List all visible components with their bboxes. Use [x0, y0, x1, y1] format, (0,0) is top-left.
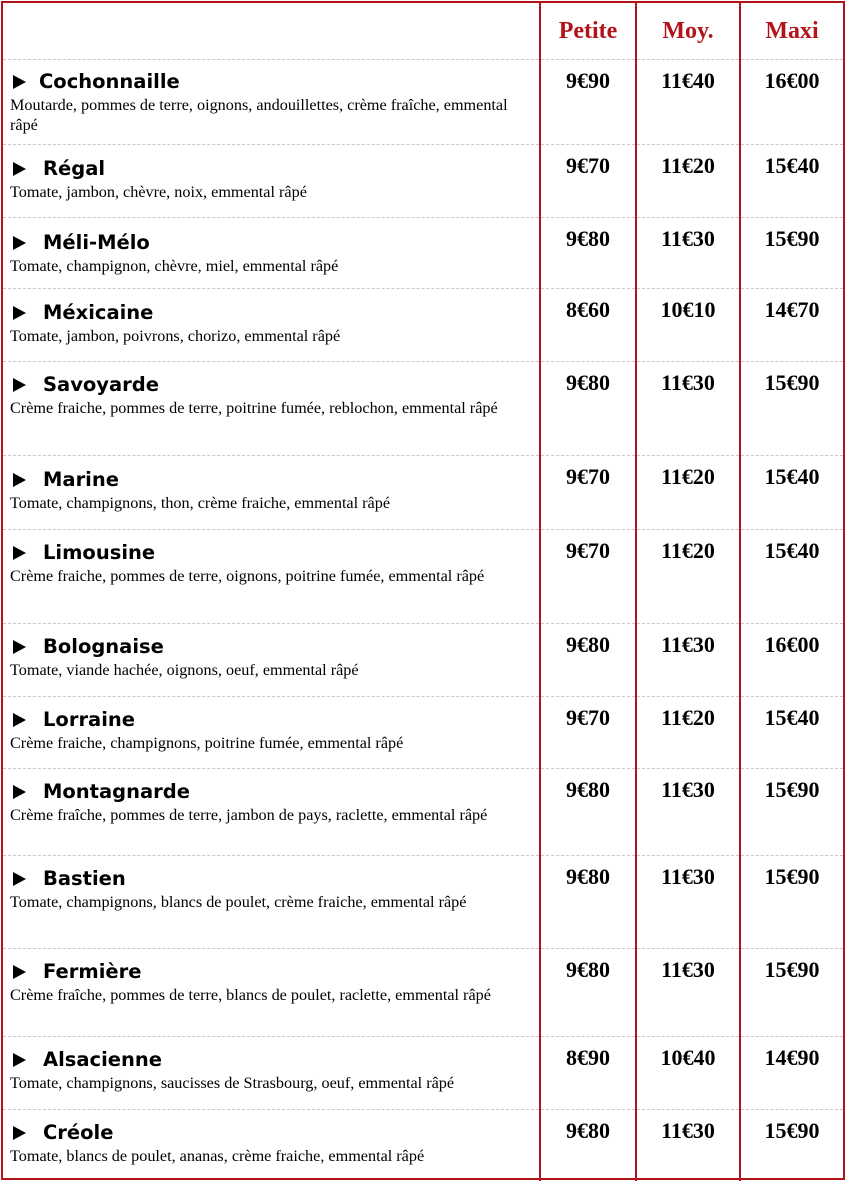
pizza-name: Marine	[43, 468, 119, 491]
pizza-name: Fermière	[43, 960, 142, 983]
pizza-row	[3, 856, 843, 949]
pizza-name-cell	[3, 697, 540, 769]
pizza-name: Lorraine	[43, 708, 136, 731]
pizza-row	[3, 362, 843, 456]
pizza-row	[3, 289, 843, 362]
pizza-row	[3, 60, 843, 145]
price-large: 16€00	[740, 624, 843, 697]
pizza-title	[10, 1048, 535, 1072]
pizza-row	[3, 949, 843, 1037]
price-large: 15€90	[740, 1110, 843, 1181]
pizza-name: Méxicaine	[43, 301, 154, 324]
price-large: 15€90	[740, 949, 843, 1037]
pizza-name: Régal	[43, 157, 106, 180]
pizza-row	[3, 769, 843, 856]
price-table	[3, 3, 843, 1181]
pizza-name-cell	[3, 145, 540, 218]
pizza-row	[3, 456, 843, 530]
play-arrow-icon	[13, 872, 26, 886]
pizza-ingredients: Tomate, jambon, chèvre, noix, emmental râpé	[10, 183, 307, 201]
price-medium: 11€40	[636, 60, 740, 145]
pizza-name-cell	[3, 530, 540, 624]
pizza-name: Cochonnaille	[39, 70, 180, 93]
pizza-title	[10, 867, 535, 891]
pizza-name-cell	[3, 1037, 540, 1110]
price-large: 15€90	[740, 856, 843, 949]
header-medium: Moy.	[636, 3, 740, 60]
price-medium: 11€30	[636, 218, 740, 289]
price-large: 15€40	[740, 145, 843, 218]
play-arrow-icon	[13, 162, 26, 176]
pizza-ingredients: Tomate, champignon, chèvre, miel, emmental râpé	[10, 257, 339, 275]
pizza-name: Créole	[43, 1121, 114, 1144]
play-arrow-icon	[13, 236, 26, 250]
pizza-title	[10, 157, 535, 181]
pizza-name: Savoyarde	[43, 373, 159, 396]
price-medium: 11€30	[636, 769, 740, 856]
price-small: 9€80	[540, 218, 636, 289]
price-medium: 11€20	[636, 456, 740, 530]
pizza-name-cell	[3, 289, 540, 362]
pizza-title	[10, 373, 535, 397]
pizza-row	[3, 218, 843, 289]
header-row	[3, 3, 843, 60]
price-large: 14€90	[740, 1037, 843, 1110]
price-small: 9€70	[540, 530, 636, 624]
pizza-name: Bolognaise	[43, 635, 164, 658]
pizza-name-cell	[3, 769, 540, 856]
pizza-title	[10, 1121, 535, 1145]
price-large: 16€00	[740, 60, 843, 145]
play-arrow-icon	[13, 306, 26, 320]
pizza-ingredients: Crème fraiche, champignons, poitrine fumée, emmental râpé	[10, 734, 404, 752]
price-medium: 11€30	[636, 624, 740, 697]
price-small: 9€80	[540, 949, 636, 1037]
price-large: 15€40	[740, 697, 843, 769]
play-arrow-icon	[13, 546, 26, 560]
price-small: 9€70	[540, 456, 636, 530]
play-arrow-icon	[13, 1126, 26, 1140]
pizza-ingredients: Tomate, champignons, thon, crème fraiche, emmental râpé	[10, 494, 391, 512]
pizza-ingredients: Tomate, champignons, blancs de poulet, crème fraiche, emmental râpé	[10, 893, 467, 911]
play-arrow-icon	[13, 640, 26, 654]
pizza-name-cell	[3, 362, 540, 456]
play-arrow-icon	[13, 1053, 26, 1067]
price-medium: 11€20	[636, 145, 740, 218]
pizza-ingredients: Crème fraîche, pommes de terre, blancs de poulet, raclette, emmental râpé	[10, 986, 491, 1004]
price-medium: 11€20	[636, 530, 740, 624]
price-small: 8€60	[540, 289, 636, 362]
price-large: 15€90	[740, 362, 843, 456]
price-small: 9€80	[540, 769, 636, 856]
play-arrow-icon	[13, 965, 26, 979]
header-blank-cell	[3, 3, 540, 60]
pizza-name: Bastien	[43, 867, 126, 890]
price-small: 9€80	[540, 856, 636, 949]
pizza-row	[3, 530, 843, 624]
play-arrow-icon	[13, 713, 26, 727]
price-medium: 11€30	[636, 856, 740, 949]
price-large: 15€90	[740, 769, 843, 856]
pizza-ingredients: Crème fraiche, pommes de terre, oignons, poitrine fumée, emmental râpé	[10, 567, 485, 585]
price-medium: 11€20	[636, 697, 740, 769]
price-large: 14€70	[740, 289, 843, 362]
pizza-ingredients: Tomate, viande hachée, oignons, oeuf, emmental râpé	[10, 661, 359, 679]
header-small: Petite	[540, 3, 636, 60]
pizza-name-cell	[3, 218, 540, 289]
price-small: 9€70	[540, 697, 636, 769]
price-small: 9€70	[540, 145, 636, 218]
price-large: 15€90	[740, 218, 843, 289]
pizza-title	[10, 960, 535, 984]
pizza-title	[10, 70, 535, 94]
pizza-name: Alsacienne	[43, 1048, 162, 1071]
price-medium: 10€10	[636, 289, 740, 362]
pizza-name-cell	[3, 949, 540, 1037]
pizza-name: Méli-Mélo	[43, 231, 150, 254]
price-medium: 11€30	[636, 949, 740, 1037]
pizza-title	[10, 301, 535, 325]
pizza-ingredients: Crème fraiche, pommes de terre, poitrine fumée, reblochon, emmental râpé	[10, 399, 498, 417]
price-medium: 11€30	[636, 362, 740, 456]
pizza-title	[10, 541, 535, 565]
price-table-frame	[1, 1, 845, 1180]
price-small: 9€80	[540, 624, 636, 697]
play-arrow-icon	[13, 785, 26, 799]
header-large: Maxi	[740, 3, 843, 60]
price-large: 15€40	[740, 530, 843, 624]
price-small: 9€80	[540, 1110, 636, 1181]
pizza-name-cell	[3, 456, 540, 530]
pizza-name-cell	[3, 60, 540, 145]
price-medium: 11€30	[636, 1110, 740, 1181]
price-small: 8€90	[540, 1037, 636, 1110]
pizza-title	[10, 780, 535, 804]
pizza-ingredients: Tomate, champignons, saucisses de Strasbourg, oeuf, emmental râpé	[10, 1074, 455, 1092]
pizza-ingredients: Tomate, blancs de poulet, ananas, crème fraiche, emmental râpé	[10, 1147, 425, 1165]
price-large: 15€40	[740, 456, 843, 530]
pizza-row	[3, 1110, 843, 1181]
pizza-ingredients: Tomate, jambon, poivrons, chorizo, emmental râpé	[10, 327, 341, 345]
pizza-name-cell	[3, 624, 540, 697]
pizza-row	[3, 697, 843, 769]
pizza-name: Montagnarde	[43, 780, 190, 803]
play-arrow-icon	[13, 473, 26, 487]
play-arrow-icon	[13, 378, 26, 392]
price-small: 9€80	[540, 362, 636, 456]
pizza-name-cell	[3, 1110, 540, 1181]
pizza-title	[10, 468, 535, 492]
pizza-ingredients: Moutarde, pommes de terre, oignons, andouillettes, crème fraîche, emmental râpé	[10, 96, 508, 134]
price-small: 9€90	[540, 60, 636, 145]
pizza-row	[3, 145, 843, 218]
play-arrow-icon	[13, 75, 26, 89]
price-medium: 10€40	[636, 1037, 740, 1110]
pizza-title	[10, 708, 535, 732]
pizza-row	[3, 1037, 843, 1110]
pizza-name-cell	[3, 856, 540, 949]
pizza-title	[10, 635, 535, 659]
pizza-ingredients: Crème fraîche, pommes de terre, jambon de pays, raclette, emmental râpé	[10, 806, 488, 824]
pizza-row	[3, 624, 843, 697]
pizza-name: Limousine	[43, 541, 156, 564]
pizza-title	[10, 231, 535, 255]
